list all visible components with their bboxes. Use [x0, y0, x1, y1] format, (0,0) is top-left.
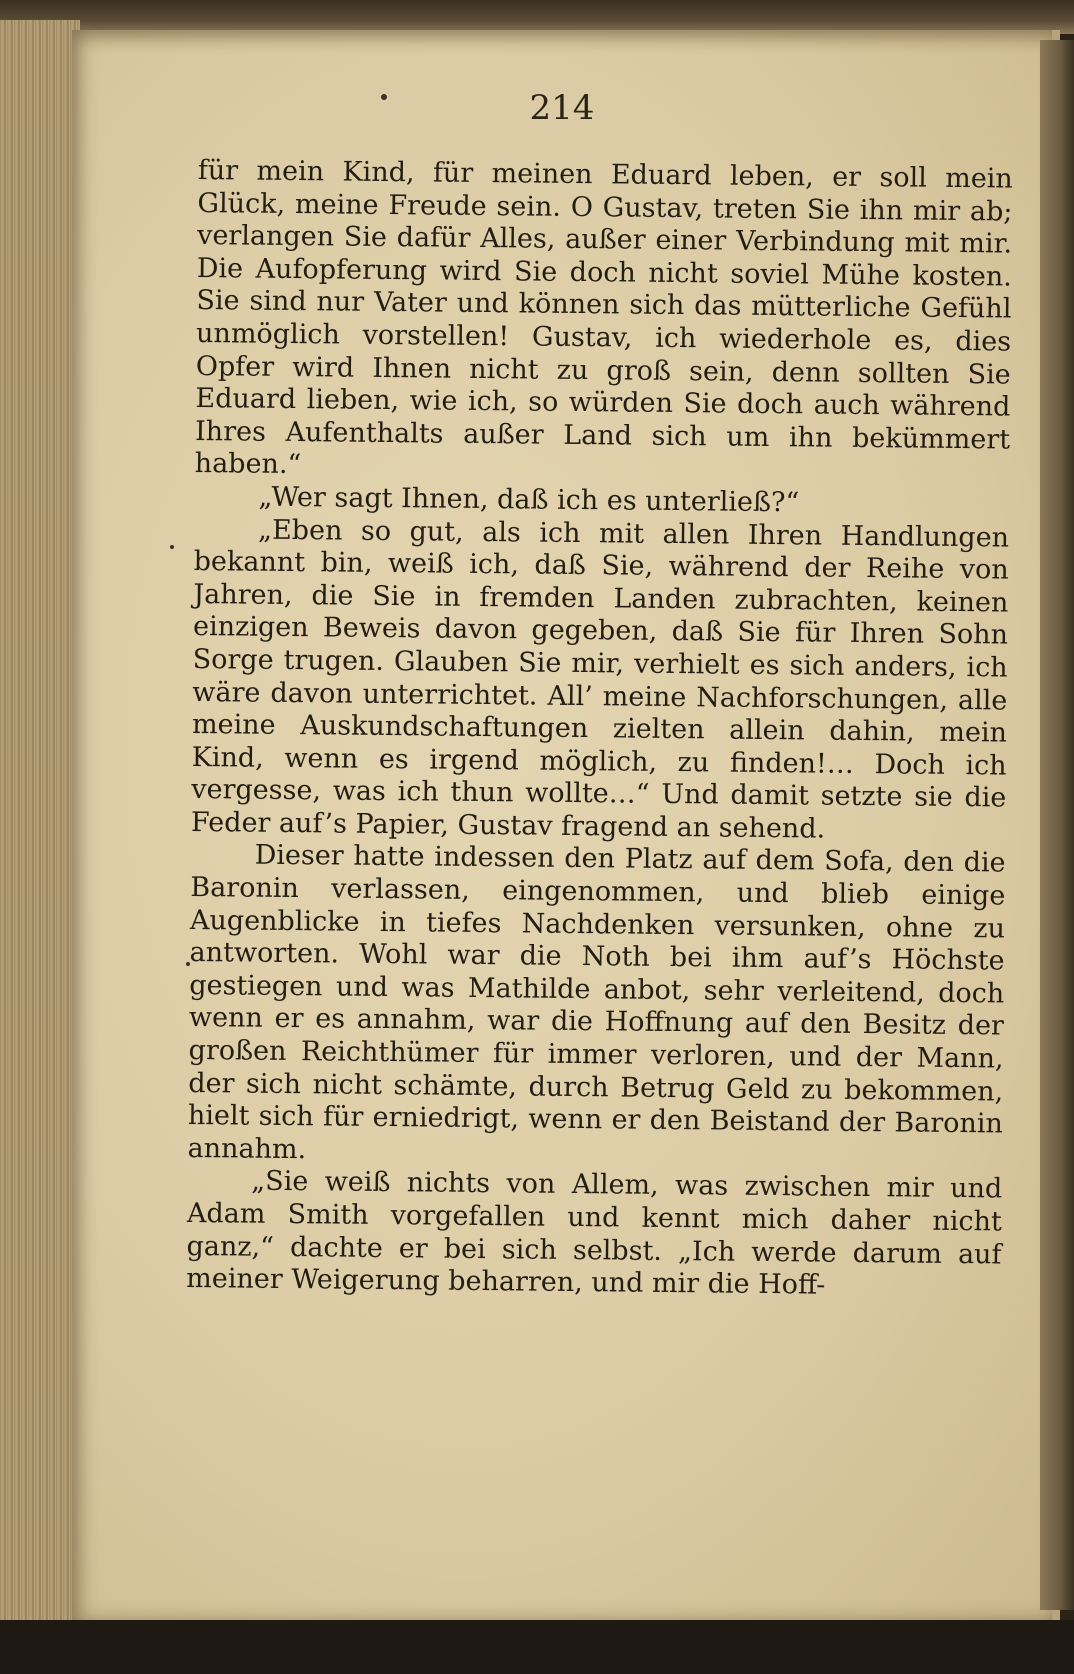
paragraph: „Sie weiß nichts von Allem, was zwischen mir und Adam Smith vorgefallen und kennt mich daher nicht ganz,“ dachte er bei sich selbst. „Ich werde darum auf meiner Weigerung beharren, und mir die Hoff-: [186, 1166, 1003, 1301]
page-number: 214: [529, 88, 595, 128]
body-text: [186, 155, 1013, 1304]
page-stack-edge: [0, 20, 80, 1620]
paragraph: „Wer sagt Ihnen, daß ich es unterließ?“: [258, 481, 800, 519]
paragraph: für mein Kind, für meinen Eduard leben, er soll mein Glück, meine Freude sein. O Gustav, treten Sie ihn mir ab; verlangen Sie dafür Alles, außer einer Verbindung mit mir. Die Aufopferung wird Sie doch nicht soviel Mühe kosten. Sie sind nur Vater und können sich das mütterliche Gefühl unmöglich vorstellen! Gustav, ich wiederhole es, dies Opfer wird Ihnen nicht zu groß sein, denn sollten Sie Eduard lieben, wie ich, so würden Sie doch auch während Ihres Aufenthalts außer Land sich um ihn bekümmert haben.“: [194, 155, 1013, 481]
bottom-background: [0, 1620, 1074, 1674]
top-edge-shadow: [0, 0, 1074, 34]
right-page-edge: [1040, 40, 1074, 1610]
paragraph: Dieser hatte indessen den Platz auf dem Sofa, den die Baronin verlassen, eingenommen, und blieb einige Augenblicke in tiefes Nachdenken versunken, ohne zu antworten. Wohl war die Noth bei ihm auf’s Höchste gestiegen und was Mathilde anbot, sehr verleitend, doch wenn er es annahm, war die Hoffnung auf den Besitz der großen Reichthümer für immer verloren, und der Mann, der sich nicht schämte, durch Betrug Geld zu bekommen, hielt sich für erniedrigt, wenn er den Beistand der Baronin annahm.: [187, 840, 1006, 1165]
ink-speck: [170, 545, 174, 549]
paragraph: „Eben so gut, als ich mit allen Ihren Handlungen bekannt bin, weiß ich, daß Sie, während der Reihe von Jahren, die Sie in fremden Landen zubrachten, keinen einzigen Beweis davon gegeben, daß Sie für Ihren Sohn Sorge trugen. Glauben Sie mir, verhielt es sich anders, ich wäre davon unterrichtet. All’ meine Nachforschungen, alle meine Auskundschaftungen zielten allein dahin, mein Kind, wenn es irgend möglich, zu finden!… Doch ich vergesse, was ich thun wollte…“ Und damit setzte sie die Feder auf’s Papier, Gustav fragend an sehend.: [190, 514, 1010, 845]
